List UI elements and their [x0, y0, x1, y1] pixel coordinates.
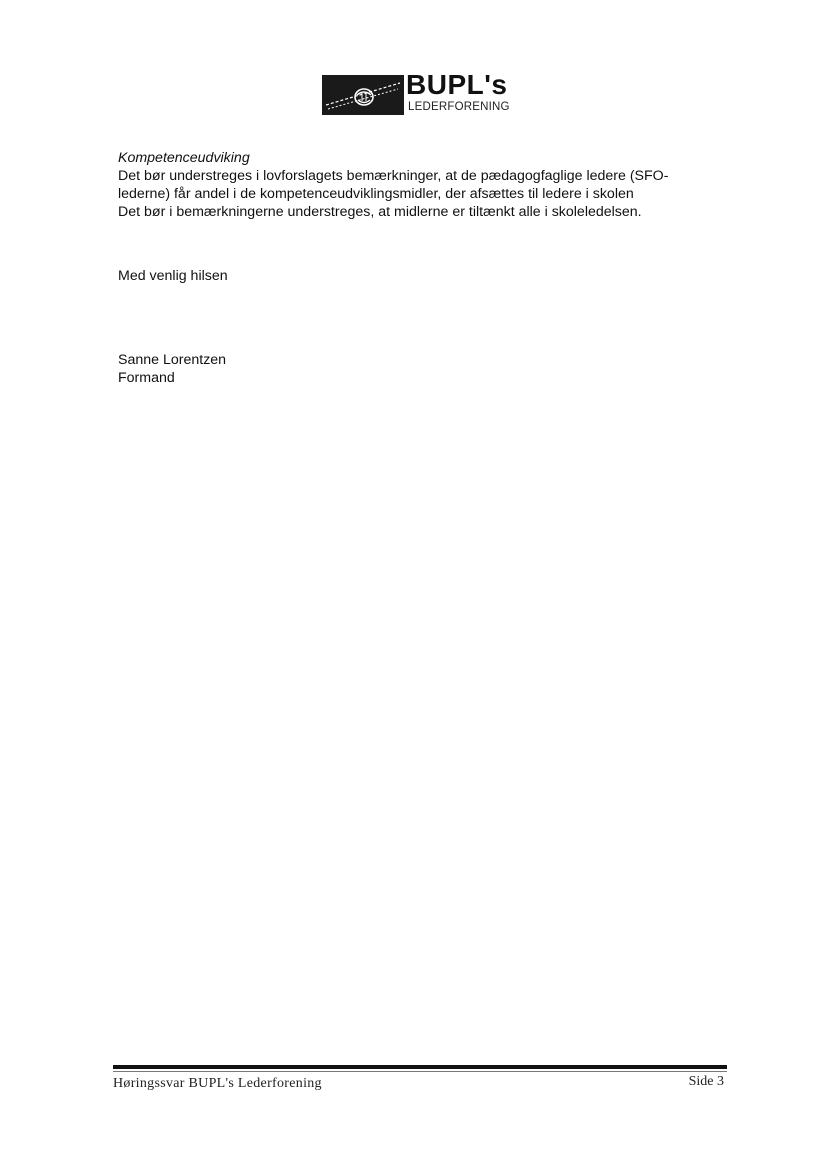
logo-title: BUPL's	[406, 69, 508, 100]
signer-name: Sanne Lorentzen	[118, 352, 227, 368]
section-heading: Kompetenceudviking	[118, 150, 250, 166]
footer-divider-thin	[113, 1071, 727, 1072]
paragraph-line: Det bør understreges i lovforslagets bemærkninger, at de pædagogfaglige ledere (SFO-	[118, 168, 669, 184]
closing-greeting: Med venlig hilsen	[118, 268, 228, 284]
signature-block	[118, 351, 718, 387]
logo-subtitle: LEDERFORENING	[408, 101, 510, 113]
paragraph-line: Det bør i bemærkningerne understreges, at midlerne er tiltænkt alle i skoleledelsen.	[118, 204, 642, 220]
footer-page-number: Side 3	[688, 1074, 724, 1089]
footer-document-title: Høringssvar BUPL's Lederforening	[113, 1076, 322, 1091]
paragraph-line: lederne) får andel i de kompetenceudviklingsmidler, der afsættes til ledere i skolen	[118, 186, 634, 202]
signer-title: Formand	[118, 370, 175, 386]
footer-divider	[113, 1065, 727, 1069]
handshake-icon	[322, 75, 404, 115]
section-paragraph	[118, 167, 718, 221]
bupl-logo	[322, 70, 532, 116]
